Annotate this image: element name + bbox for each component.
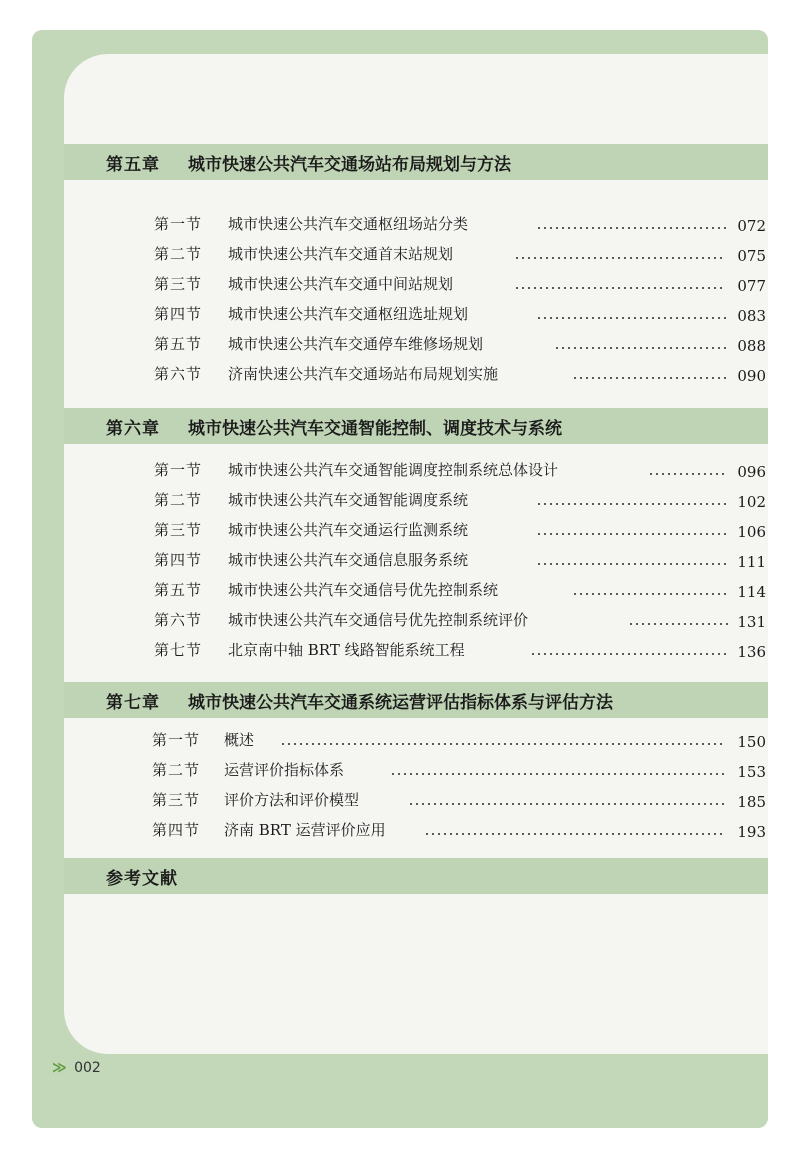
section-number: 第二节	[154, 245, 203, 263]
page-number: 072	[737, 217, 766, 235]
page-number: 088	[737, 337, 766, 355]
section-number: 第六节	[154, 611, 203, 629]
section-title: 城市快速公共汽车交通枢纽选址规划	[228, 305, 469, 323]
section-title: 城市快速公共汽车交通智能调度控制系统总体设计	[228, 461, 559, 479]
dot-leader	[536, 227, 726, 229]
page-number: 136	[737, 643, 766, 661]
chapter-title: 城市快速公共汽车交通场站布局规划与方法	[188, 155, 511, 175]
dot-leader	[514, 257, 726, 259]
page-number: 077	[737, 277, 766, 295]
footer-page-number: 002	[74, 1060, 101, 1076]
section-number: 第七节	[154, 641, 203, 659]
toc-entry[interactable]	[154, 332, 766, 356]
dot-leader	[424, 833, 726, 835]
page-footer	[52, 1060, 101, 1076]
toc-content-panel	[64, 54, 768, 1054]
chapter-heading-6	[64, 408, 768, 444]
dot-leader	[390, 773, 726, 775]
toc-entry[interactable]	[152, 818, 766, 842]
dot-leader	[572, 377, 726, 379]
section-number: 第四节	[152, 821, 201, 839]
section-number: 第二节	[152, 761, 201, 779]
section-number: 第二节	[154, 491, 203, 509]
toc-entry[interactable]	[154, 638, 766, 662]
toc-entry[interactable]	[154, 458, 766, 482]
section-number: 第三节	[154, 521, 203, 539]
section-title: 城市快速公共汽车交通智能调度系统	[228, 491, 469, 509]
section-title: 城市快速公共汽车交通停车维修场规划	[228, 335, 484, 353]
dot-leader	[408, 803, 726, 805]
toc-entry[interactable]	[154, 362, 766, 386]
section-title: 城市快速公共汽车交通信息服务系统	[228, 551, 469, 569]
section-number: 第三节	[152, 791, 201, 809]
toc-entry[interactable]	[154, 488, 766, 512]
section-title: 评价方法和评价模型	[224, 791, 360, 809]
section-number: 第五节	[154, 335, 203, 353]
dot-leader	[536, 533, 728, 535]
section-title: 运营评价指标体系	[224, 761, 345, 779]
toc-entry[interactable]	[154, 548, 766, 572]
references-label: 参考文献	[106, 869, 178, 889]
section-number: 第一节	[154, 215, 203, 233]
double-chevron-icon: ≫	[52, 1060, 64, 1076]
toc-entry[interactable]	[154, 578, 766, 602]
chapter-number: 第七章	[106, 693, 160, 713]
section-title: 城市快速公共汽车交通信号优先控制系统	[228, 581, 499, 599]
dot-leader	[572, 593, 728, 595]
section-number: 第六节	[154, 365, 203, 383]
chapter-title: 城市快速公共汽车交通系统运营评估指标体系与评估方法	[188, 693, 613, 713]
section-title: 城市快速公共汽车交通运行监测系统	[228, 521, 469, 539]
section-title: 城市快速公共汽车交通信号优先控制系统评价	[228, 611, 529, 629]
page-number: 111	[737, 553, 766, 571]
toc-entry[interactable]	[152, 758, 766, 782]
page-frame	[32, 30, 768, 1128]
toc-entry[interactable]	[154, 242, 766, 266]
dot-leader	[648, 473, 728, 475]
section-number: 第四节	[154, 305, 203, 323]
references-heading[interactable]	[64, 858, 768, 894]
page-number: 114	[737, 583, 766, 601]
section-title: 北京南中轴 BRT 线路智能系统工程	[228, 641, 465, 659]
section-title: 城市快速公共汽车交通枢纽场站分类	[228, 215, 469, 233]
section-number: 第四节	[154, 551, 203, 569]
toc-entry[interactable]	[154, 518, 766, 542]
dot-leader	[536, 503, 728, 505]
toc-entry[interactable]	[154, 272, 766, 296]
dot-leader	[628, 623, 728, 625]
page-number: 185	[737, 793, 766, 811]
section-title: 城市快速公共汽车交通中间站规划	[228, 275, 454, 293]
toc-entry[interactable]	[154, 608, 766, 632]
dot-leader	[514, 287, 726, 289]
toc-entry[interactable]	[152, 728, 766, 752]
page-number: 102	[737, 493, 766, 511]
dot-leader	[536, 563, 728, 565]
section-title: 济南快速公共汽车交通场站布局规划实施	[228, 365, 499, 383]
page-number: 150	[737, 733, 766, 751]
toc-entry[interactable]	[154, 302, 766, 326]
page-number: 131	[737, 613, 766, 631]
toc-entry[interactable]	[152, 788, 766, 812]
section-number: 第一节	[152, 731, 201, 749]
page-number: 193	[737, 823, 766, 841]
section-title: 城市快速公共汽车交通首末站规划	[228, 245, 454, 263]
dot-leader	[536, 317, 726, 319]
chapter-heading-7	[64, 682, 768, 718]
chapter-number: 第五章	[106, 155, 160, 175]
page-number: 153	[737, 763, 766, 781]
toc-entry[interactable]	[154, 212, 766, 236]
dot-leader	[554, 347, 726, 349]
chapter-title: 城市快速公共汽车交通智能控制、调度技术与系统	[188, 419, 562, 439]
page-number: 096	[737, 463, 766, 481]
section-number: 第五节	[154, 581, 203, 599]
section-number: 第三节	[154, 275, 203, 293]
chapter-number: 第六章	[106, 419, 160, 439]
section-title: 概述	[224, 731, 255, 749]
page-number: 106	[737, 523, 766, 541]
page-number: 083	[737, 307, 766, 325]
section-title: 济南 BRT 运营评价应用	[224, 821, 386, 839]
dot-leader	[530, 653, 728, 655]
dot-leader	[280, 743, 726, 745]
page-number: 075	[737, 247, 766, 265]
section-number: 第一节	[154, 461, 203, 479]
chapter-heading-5	[64, 144, 768, 180]
page-number: 090	[737, 367, 766, 385]
